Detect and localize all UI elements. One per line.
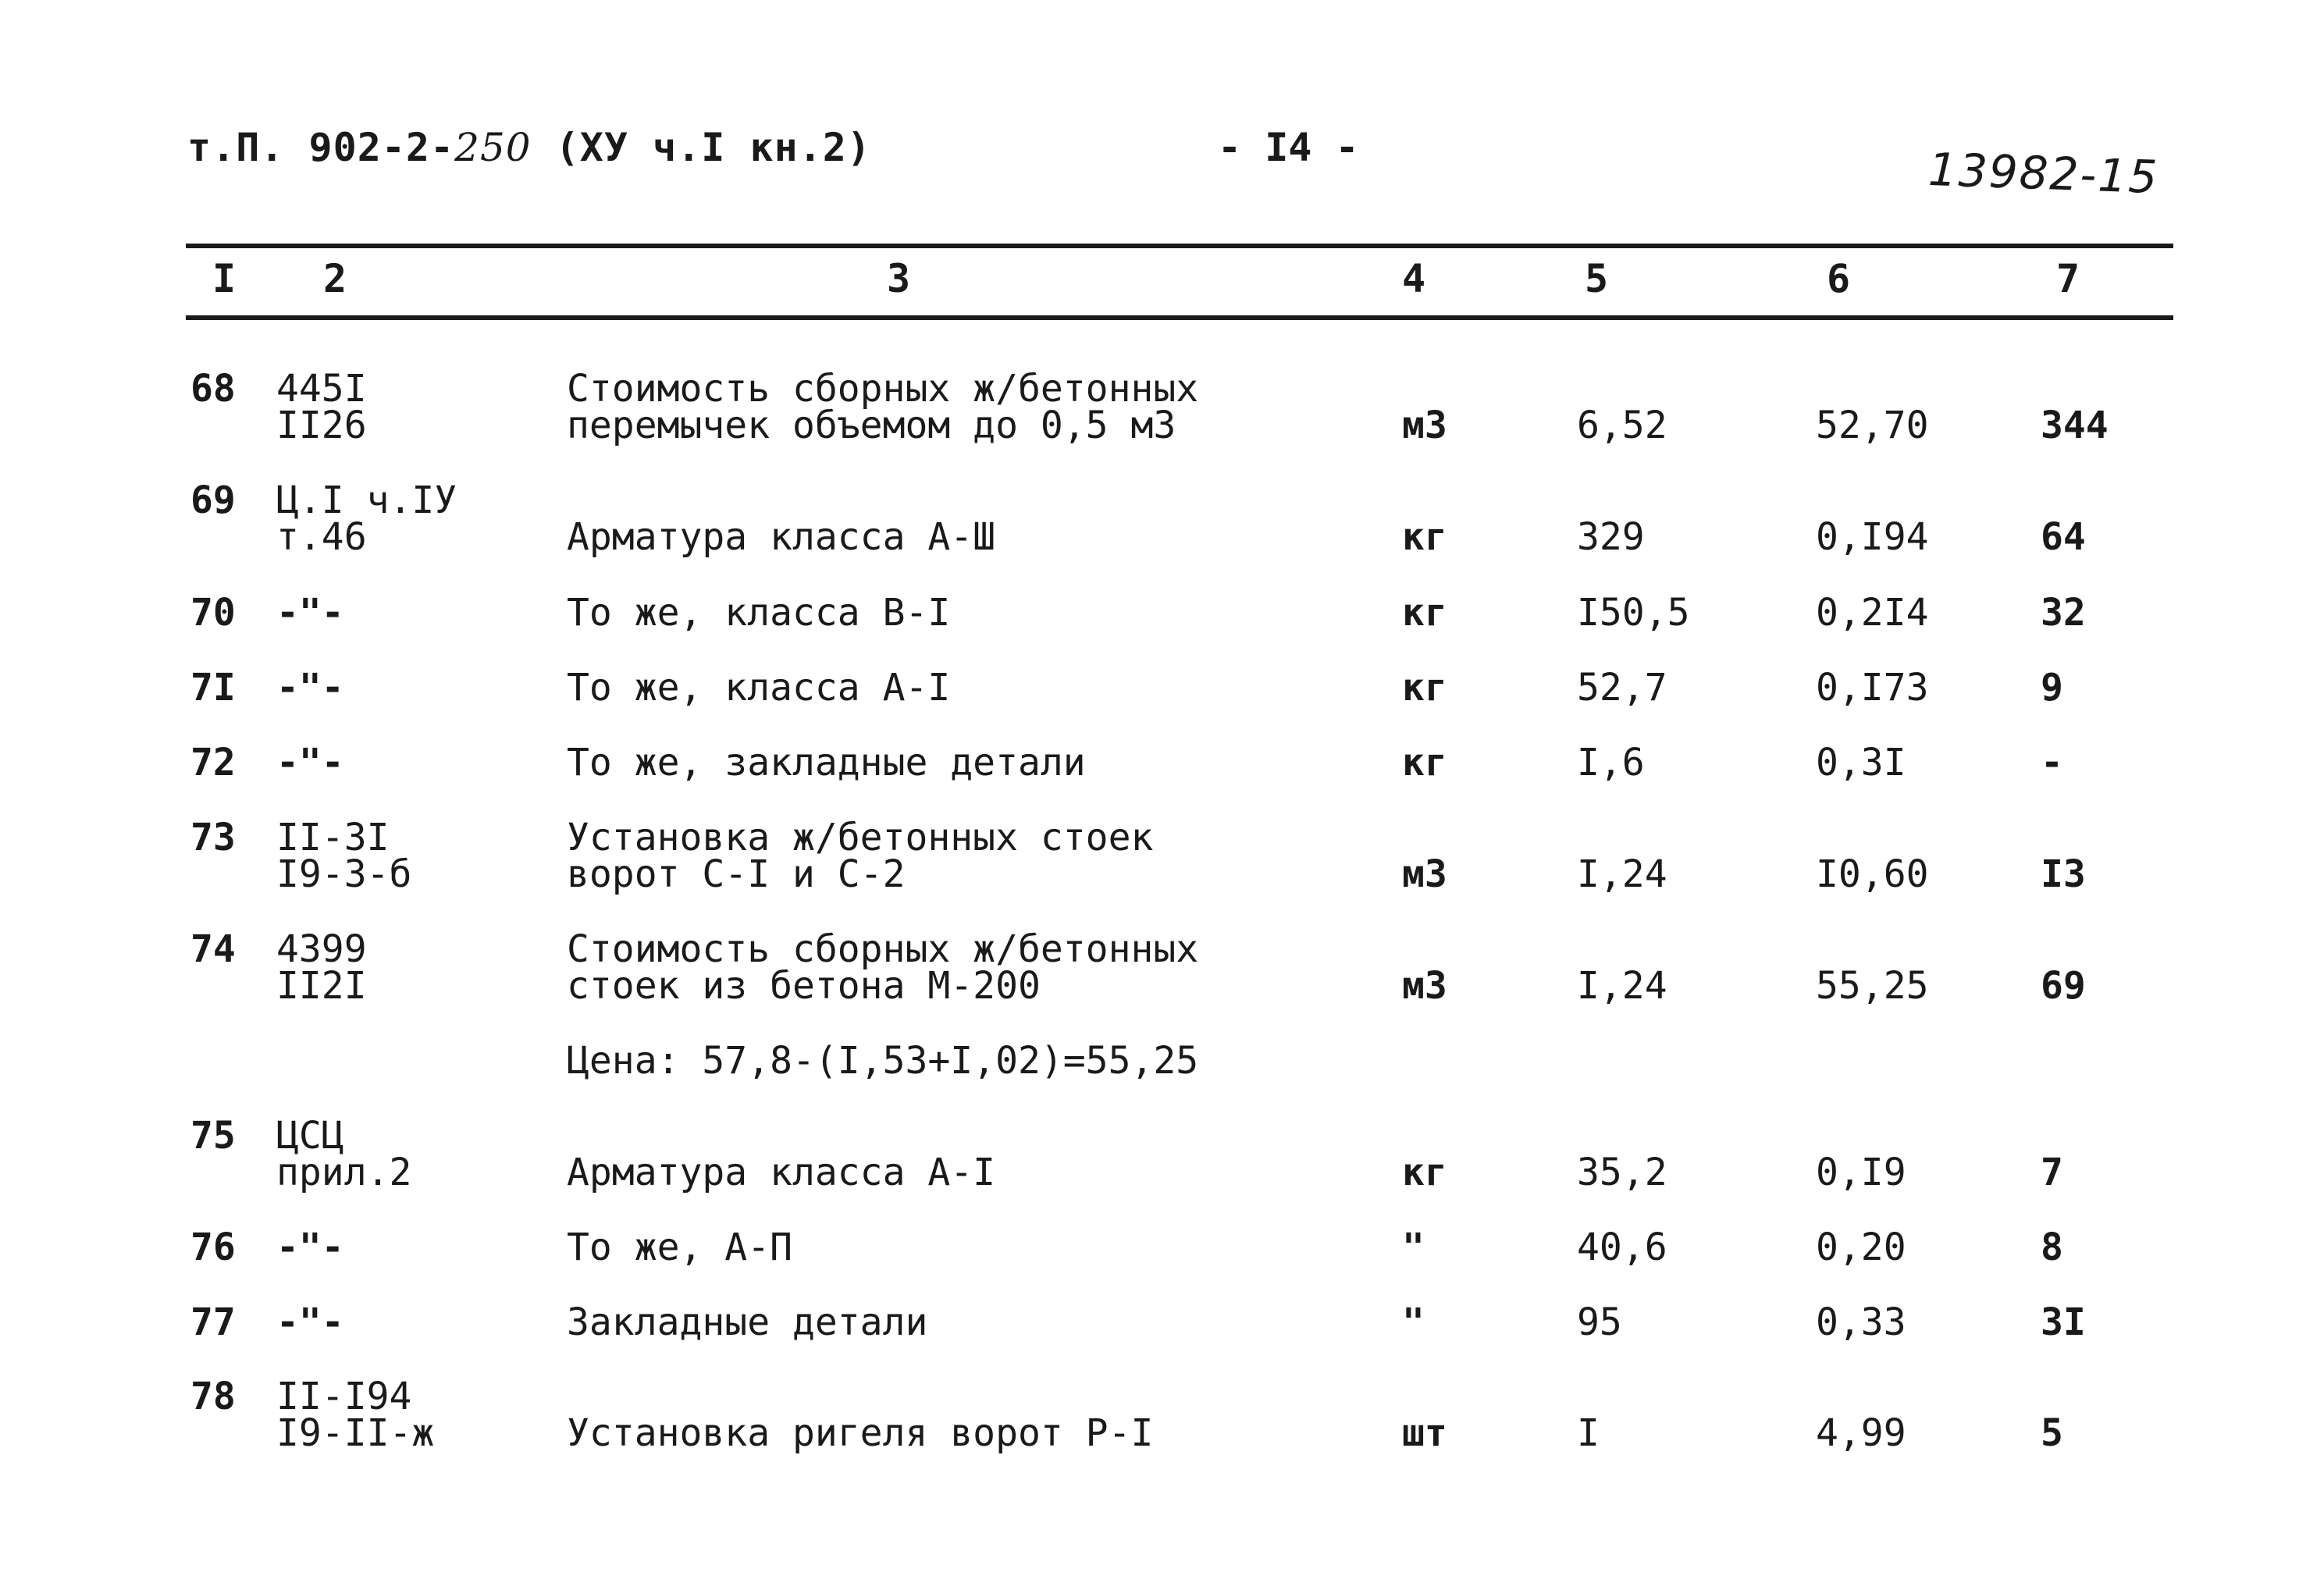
row-number: 70 xyxy=(190,591,236,635)
row-code-line-1: ЦСЦ xyxy=(276,1114,344,1158)
row-total: 3I xyxy=(2041,1300,2086,1344)
row-unit-price: I0,60 xyxy=(1816,852,1929,896)
row-quantity: I xyxy=(1577,1411,1600,1455)
row-number: 78 xyxy=(190,1375,236,1418)
row-unit: кг xyxy=(1402,591,1447,635)
handwritten-stamp-number: 13982-15 xyxy=(1927,142,2160,205)
row-description-line-2: перемычек объемом до 0,5 м3 xyxy=(567,404,1176,447)
row-description: То же, А-П xyxy=(567,1226,792,1269)
row-unit-price: 0,I94 xyxy=(1816,515,1929,559)
row-unit: м3 xyxy=(1402,404,1447,447)
row-unit-price: 0,20 xyxy=(1816,1226,1906,1269)
row-description-line-1: Стоимость сборных ж/бетонных xyxy=(567,367,1199,411)
doc-ref-prefix: т.П. 902-2- xyxy=(187,125,455,170)
column-header-7: 7 xyxy=(2056,256,2080,301)
row-total: 5 xyxy=(2041,1411,2063,1455)
row-code-line-1: Ц.I ч.IУ xyxy=(276,478,457,522)
row-code: -"- xyxy=(276,1226,344,1269)
row-number: 73 xyxy=(190,816,236,859)
row-number: 68 xyxy=(190,367,236,411)
row-code-line-2: I9-II-ж xyxy=(276,1411,435,1455)
row-number: 74 xyxy=(190,927,236,971)
column-header-3: 3 xyxy=(887,256,911,301)
row-unit: м3 xyxy=(1402,852,1447,896)
row-description: То же, класса В-I xyxy=(567,591,951,635)
row-description-line-1: Стоимость сборных ж/бетонных xyxy=(567,927,1199,971)
row-description-line-2: ворот С-I и С-2 xyxy=(567,852,906,896)
row-total: 344 xyxy=(2041,404,2109,447)
row-code: -"- xyxy=(276,591,344,635)
row-code-line-1: II-3I xyxy=(276,816,390,859)
doc-ref-suffix: (ХУ ч.I кн.2) xyxy=(531,125,872,170)
row-number: 7I xyxy=(190,666,236,710)
row-code: -"- xyxy=(276,1300,344,1344)
row-code-line-1: 4399 xyxy=(276,927,367,971)
table-top-rule xyxy=(186,244,2173,248)
row-description: Арматура класса А-I xyxy=(567,1151,996,1194)
column-header-2: 2 xyxy=(323,256,347,301)
row-quantity: 95 xyxy=(1577,1300,1622,1344)
row-unit-price: 0,3I xyxy=(1816,741,1906,784)
column-header-5: 5 xyxy=(1585,256,1609,301)
row-quantity: 52,7 xyxy=(1577,666,1667,710)
page-number: - I4 - xyxy=(1218,125,1359,170)
row-number: 72 xyxy=(190,741,236,784)
row-quantity: 329 xyxy=(1577,515,1645,559)
row-code-line-2: I9-3-б xyxy=(276,852,412,896)
price-calculation-note: Цена: 57,8-(I,53+I,02)=55,25 xyxy=(567,1039,1199,1083)
row-total: 8 xyxy=(2041,1226,2063,1269)
row-number: 69 xyxy=(190,478,236,522)
row-code-line-1: 445I xyxy=(276,367,367,411)
row-unit-price: 0,2I4 xyxy=(1816,591,1929,635)
row-description: Закладные детали xyxy=(567,1300,928,1344)
row-code-line-2: прил.2 xyxy=(276,1151,412,1194)
row-unit: " xyxy=(1402,1300,1425,1344)
row-description: Установка ригеля ворот Р-I xyxy=(567,1411,1154,1455)
row-quantity: I,24 xyxy=(1577,964,1667,1008)
column-header-1: I xyxy=(212,256,237,301)
document-reference xyxy=(187,125,871,170)
row-description: То же, класса А-I xyxy=(567,666,951,710)
row-unit: м3 xyxy=(1402,964,1447,1008)
row-unit: кг xyxy=(1402,666,1447,710)
row-total: - xyxy=(2041,741,2063,784)
row-unit: кг xyxy=(1402,515,1447,559)
row-number: 77 xyxy=(190,1300,236,1344)
row-total: 32 xyxy=(2041,591,2086,635)
row-unit: шт xyxy=(1402,1411,1447,1455)
row-quantity: 40,6 xyxy=(1577,1226,1667,1269)
row-unit: кг xyxy=(1402,1151,1447,1194)
row-description-line-2: стоек из бетона М-200 xyxy=(567,964,1041,1008)
row-total: I3 xyxy=(2041,852,2086,896)
row-unit-price: 55,25 xyxy=(1816,964,1929,1008)
row-total: 69 xyxy=(2041,964,2086,1008)
row-number: 75 xyxy=(190,1114,236,1158)
row-unit: кг xyxy=(1402,741,1447,784)
row-description-line-1: Установка ж/бетонных стоек xyxy=(567,816,1154,859)
row-quantity: 35,2 xyxy=(1577,1151,1667,1194)
row-unit-price: 52,70 xyxy=(1816,404,1929,447)
doc-ref-handwritten-number: 250 xyxy=(454,125,532,170)
row-description: Арматура класса А-Ш xyxy=(567,515,996,559)
row-unit-price: 0,I9 xyxy=(1816,1151,1906,1194)
row-total: 9 xyxy=(2041,666,2063,710)
row-code-line-2: т.46 xyxy=(276,515,367,559)
row-quantity: I50,5 xyxy=(1577,591,1690,635)
column-header-4: 4 xyxy=(1402,256,1426,301)
row-unit-price: 0,33 xyxy=(1816,1300,1906,1344)
row-total: 64 xyxy=(2041,515,2086,559)
row-code-line-2: II2I xyxy=(276,964,367,1008)
row-code-line-1: II-I94 xyxy=(276,1375,412,1418)
row-quantity: I,6 xyxy=(1577,741,1645,784)
row-unit-price: 0,I73 xyxy=(1816,666,1929,710)
row-unit: " xyxy=(1402,1226,1425,1269)
row-quantity: 6,52 xyxy=(1577,404,1667,447)
row-code-line-2: II26 xyxy=(276,404,367,447)
row-code: -"- xyxy=(276,741,344,784)
table-header-bottom-rule xyxy=(186,315,2173,320)
row-description: То же, закладные детали xyxy=(567,741,1086,784)
column-header-6: 6 xyxy=(1827,256,1851,301)
row-code: -"- xyxy=(276,666,344,710)
row-number: 76 xyxy=(190,1226,236,1269)
row-quantity: I,24 xyxy=(1577,852,1667,896)
row-unit-price: 4,99 xyxy=(1816,1411,1906,1455)
row-total: 7 xyxy=(2041,1151,2063,1194)
